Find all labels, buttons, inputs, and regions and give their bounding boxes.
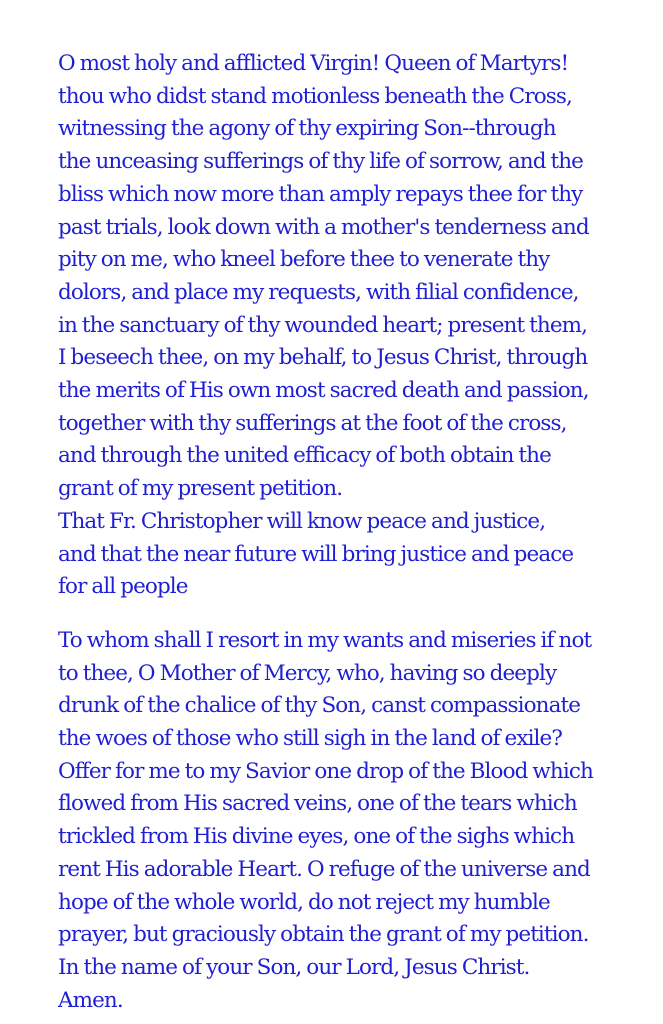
text-line: trickled from His divine eyes, one of the sighs which (58, 824, 575, 850)
text-line: bliss which now more than amply repays thee for thy (58, 181, 583, 207)
text-line: the merits of His own most sacred death and passion, (58, 378, 589, 404)
text-line: grant of my present petition. (58, 476, 343, 502)
prayer-paragraph-2 (58, 625, 648, 1017)
text-line: and that the near future will bring justice and peace (58, 541, 574, 567)
prayer-paragraph-1 (58, 48, 648, 506)
prayer-document (58, 48, 648, 1017)
text-line: the unceasing sufferings of thy life of sorrow, and the (58, 149, 584, 175)
text-line: Offer for me to my Savior one drop of the Blood which (58, 758, 593, 784)
text-line: prayer, but graciously obtain the grant of my petition. (58, 922, 589, 948)
text-line: I beseech thee, on my behalf, to Jesus Christ, through (58, 345, 588, 371)
text-line: in the sanctuary of thy wounded heart; present them, (58, 312, 588, 338)
text-line: together with thy sufferings at the foot of the cross, (58, 410, 567, 436)
text-line: and through the united efficacy of both obtain the (58, 443, 551, 469)
text-line: hope of the whole world, do not reject my humble (58, 889, 550, 915)
text-line: the woes of those who still sigh in the land of exile? (58, 726, 562, 752)
text-line: witnessing the agony of thy expiring Son--through (58, 116, 556, 142)
petition-paragraph (58, 506, 648, 604)
text-line: O most holy and afflicted Virgin! Queen of Martyrs! (58, 51, 569, 76)
text-line: To whom shall I resort in my wants and miseries if not (58, 627, 592, 653)
text-line: dolors, and place my requests, with filial confidence, (58, 279, 579, 305)
text-line: drunk of the chalice of thy Son, canst compassionate (58, 693, 581, 719)
text-line: That Fr. Christopher will know peace and justice, (58, 508, 546, 534)
text-line: In the name of your Son, our Lord, Jesus Christ. (58, 954, 530, 980)
text-line: Amen. (58, 987, 123, 1013)
text-line: flowed from His sacred veins, one of the tears which (58, 791, 577, 817)
text-line: to thee, O Mother of Mercy, who, having so deeply (58, 660, 557, 686)
paragraph-spacer (58, 604, 648, 625)
text-line: thou who didst stand motionless beneath the Cross, (58, 83, 572, 109)
text-line: for all people (58, 574, 188, 600)
text-line: rent His adorable Heart. O refuge of the universe and (58, 856, 590, 882)
text-line: pity on me, who kneel before thee to venerate thy (58, 247, 550, 273)
text-line: past trials, look down with a mother's tenderness and (58, 214, 589, 240)
